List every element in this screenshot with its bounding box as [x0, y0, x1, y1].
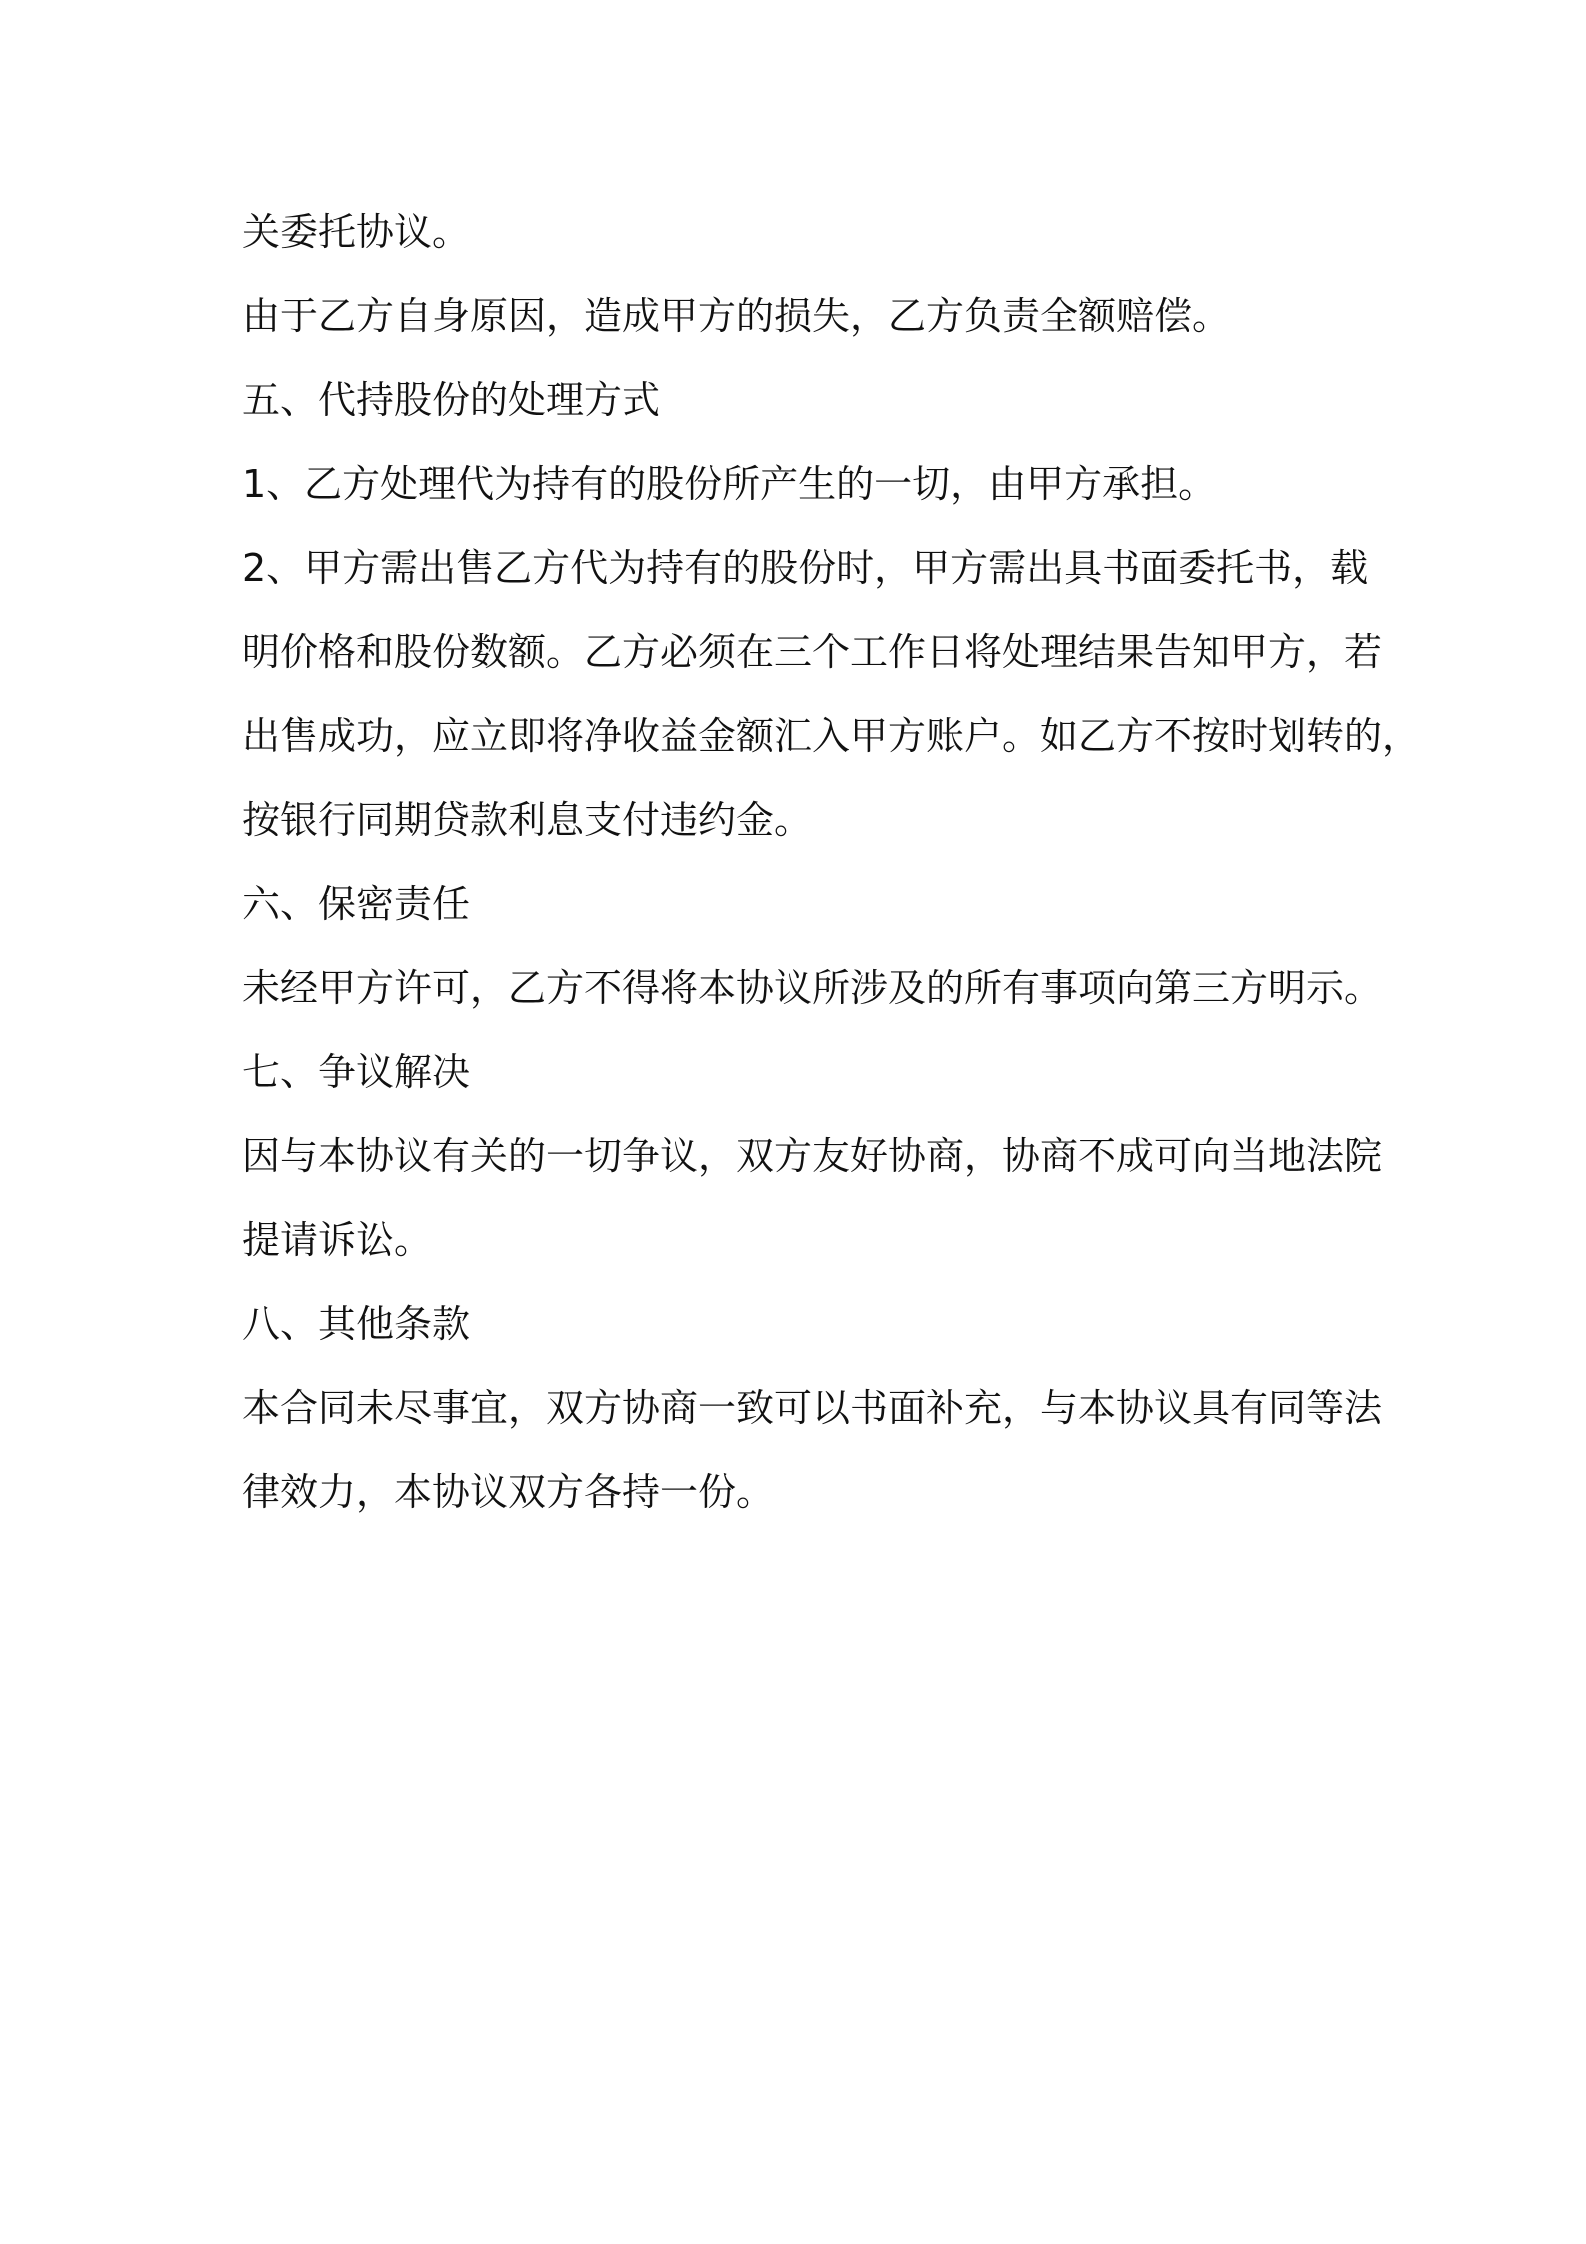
clause-7-line-2: 提请诉讼。	[242, 1218, 433, 1262]
clause-8-line-2: 律效力，本协议双方各持一份。	[242, 1470, 775, 1514]
clause-6-text: 未经甲方许可，乙方不得将本协议所涉及的所有事项向第三方明示。	[242, 966, 1383, 1010]
clause-5-1: 1、乙方处理代为持有的股份所产生的一切，由甲方承担。	[242, 462, 1217, 506]
clause-5-2-line-1: 2、甲方需出售乙方代为持有的股份时，甲方需出具书面委托书，载	[242, 546, 1369, 590]
clause-5-2-line-2: 明价格和股份数额。乙方必须在三个工作日将处理结果告知甲方，若	[242, 630, 1383, 674]
clause-7-line-1: 因与本协议有关的一切争议，双方友好协商，协商不成可向当地法院	[242, 1134, 1383, 1178]
section-heading-7: 七、争议解决	[242, 1050, 471, 1094]
section-heading-6: 六、保密责任	[242, 882, 471, 926]
clause-5-2-line-3: 出售成功，应立即将净收益金额汇入甲方账户。如乙方不按时划转的，	[242, 714, 1421, 758]
section-heading-5: 五、代持股份的处理方式	[242, 378, 661, 422]
section-heading-8: 八、其他条款	[242, 1302, 471, 1346]
paragraph-compensation: 由于乙方自身原因，造成甲方的损失，乙方负责全额赔偿。	[242, 294, 1231, 338]
clause-5-2-line-4: 按银行同期贷款利息支付违约金。	[242, 798, 813, 842]
paragraph-continuation: 关委托协议。	[242, 210, 471, 254]
clause-8-line-1: 本合同未尽事宜，双方协商一致可以书面补充，与本协议具有同等法	[242, 1386, 1383, 1430]
document-body	[242, 190, 1421, 1534]
